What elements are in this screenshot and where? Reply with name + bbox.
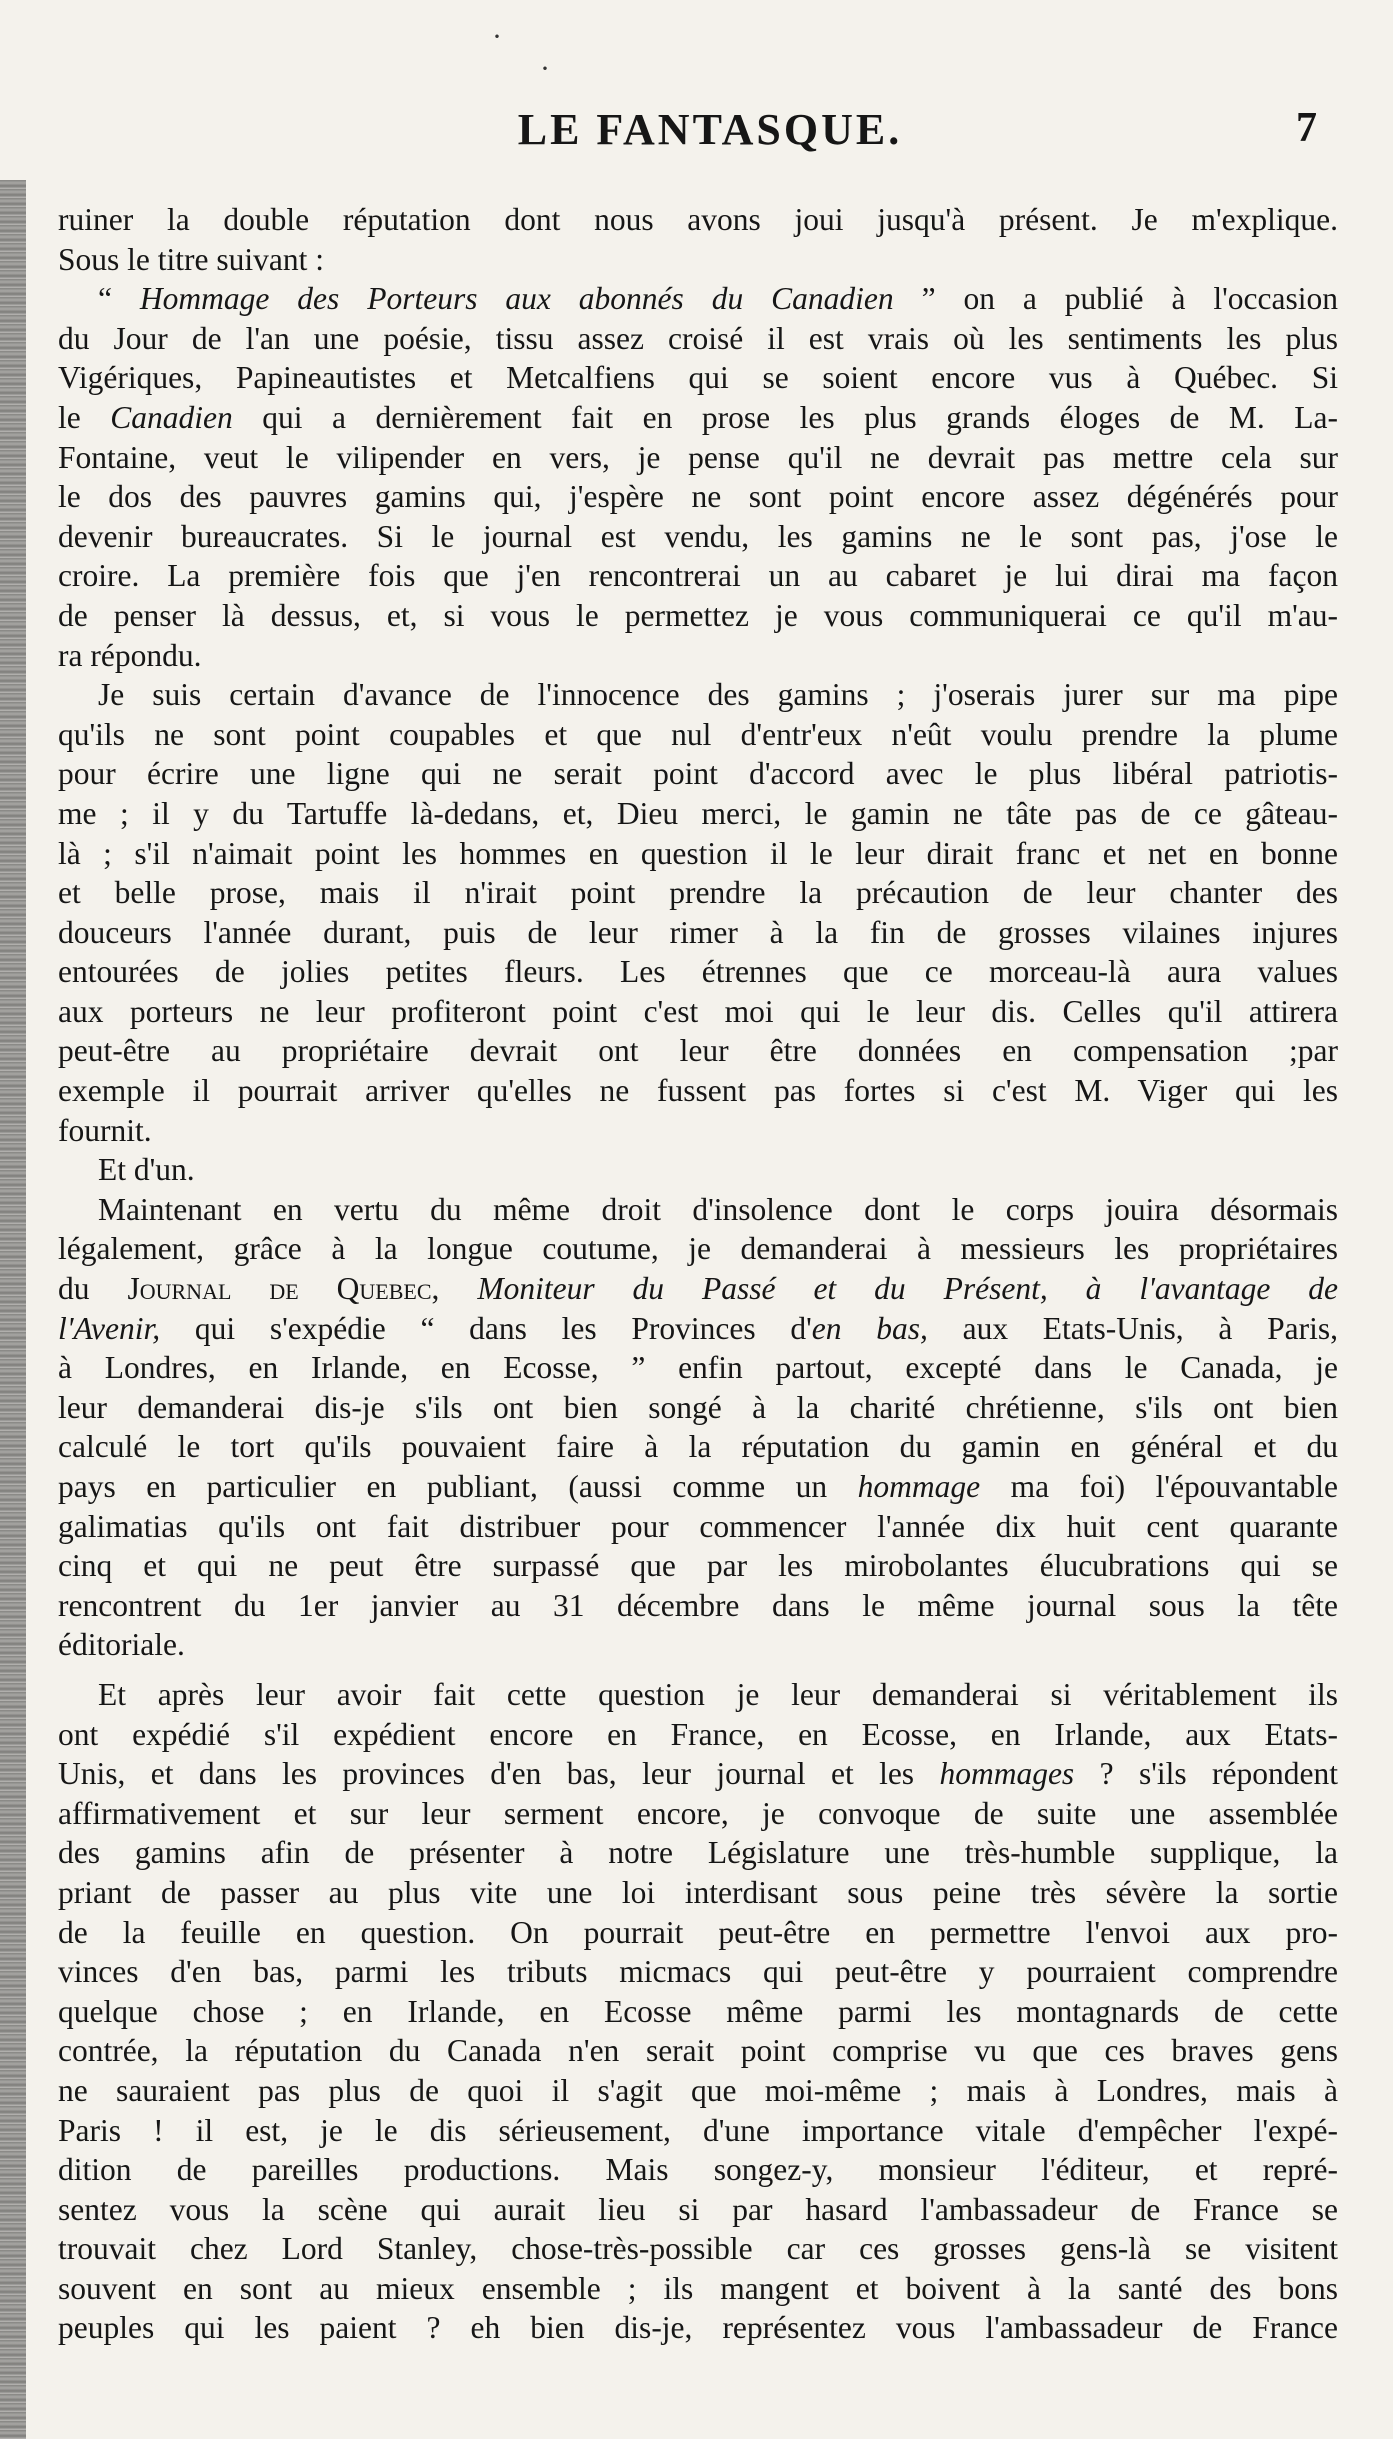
ink-speck: ·	[492, 20, 502, 53]
text-line	[58, 279, 1338, 319]
text-segment: du Jour de l'an une poésie, tissu assez croisé il est vrais où les sentiments les plus	[58, 320, 1338, 356]
text-segment: leur demanderai dis-je s'ils ont bien songé à la charité chrétienne, s'ils ont bien	[58, 1389, 1338, 1425]
text-segment: Et après leur avoir fait cette question je leur demanderai si véritablement ils	[98, 1676, 1338, 1712]
text-segment: exemple il pourrait arriver qu'elles ne fussent pas fortes si c'est M. Viger qui les	[58, 1073, 1338, 1109]
text-line	[58, 1625, 1338, 1665]
text-segment: entourées de jolies petites fleurs. Les étrennes que ce morceau-là aura values	[58, 954, 1338, 990]
text-line	[58, 1586, 1338, 1626]
text-line	[58, 1715, 1338, 1755]
text-segment: aux porteurs ne leur profiteront point c'est moi qui le leur dis. Celles qu'il attirera	[58, 993, 1338, 1029]
text-line	[58, 1190, 1338, 1230]
text-line	[58, 1507, 1338, 1547]
text-segment: dition de pareilles productions. Mais songez-y, monsieur l'éditeur, et repré-	[58, 2152, 1338, 2188]
text-segment: à Londres, en Irlande, en Ecosse, ” enfin partout, excepté dans le Canada, je	[58, 1350, 1338, 1386]
page-number: 7	[1296, 105, 1317, 151]
italic-text: l'Avenir,	[58, 1310, 161, 1346]
text-line	[58, 1873, 1338, 1913]
text-line	[58, 1913, 1338, 1953]
text-segment: légalement, grâce à la longue coutume, je demanderai à messieurs les propriétaires	[58, 1231, 1338, 1267]
text-segment: contrée, la réputation du Canada n'en serait point comprise vu que ces braves gens	[58, 2033, 1338, 2069]
text-line	[58, 2308, 1338, 2348]
text-line	[58, 636, 1338, 676]
text-line	[58, 1427, 1338, 1467]
text-line	[58, 1992, 1338, 2032]
text-line	[58, 913, 1338, 953]
text-line	[58, 1675, 1338, 1715]
text-line	[58, 517, 1338, 557]
text-segment: vinces d'en bas, parmi les tributs micmacs qui peut-être y pourraient comprendre	[58, 1954, 1338, 1990]
text-segment: et belle prose, mais il n'irait point prendre la précaution de leur chanter des	[58, 875, 1338, 911]
text-segment: ma foi) l'épouvantable	[980, 1469, 1338, 1504]
text-line	[58, 2229, 1338, 2269]
text-line	[58, 2190, 1338, 2230]
text-segment: qui s'expédie “ dans les Provinces d'	[160, 1310, 812, 1346]
text-line	[58, 2071, 1338, 2111]
text-segment: des gamins afin de présenter à notre Législature une très-humble supplique, la	[58, 1835, 1338, 1871]
text-line	[58, 873, 1338, 913]
article-body	[58, 200, 1338, 2348]
text-segment: ruiner la double réputation dont nous avons joui jusqu'à présent. Je m'explique.	[58, 202, 1338, 237]
text-line	[58, 1309, 1338, 1349]
text-segment: aux Etats-Unis, à Paris,	[927, 1310, 1338, 1346]
text-segment: là ; s'il n'aimait point les hommes en question il le leur dirait franc et net en bonne	[58, 835, 1338, 871]
italic-text: hommage	[857, 1469, 981, 1504]
page-title: LE FANTASQUE.	[517, 105, 903, 154]
text-segment: affirmativement et sur leur serment encore, je convoque de suite une assemblée	[58, 1795, 1338, 1831]
running-head	[0, 104, 1393, 164]
text-line	[58, 358, 1338, 398]
ink-speck: ·	[540, 52, 550, 85]
text-segment: Et d'un.	[98, 1152, 195, 1188]
text-line	[58, 1229, 1338, 1269]
text-segment: Sous le titre suivant :	[58, 241, 324, 277]
text-line	[58, 1269, 1338, 1309]
text-line	[58, 754, 1338, 794]
page-binding-shadow	[0, 180, 26, 2439]
text-line	[58, 794, 1338, 834]
text-segment: ra répondu.	[58, 637, 202, 673]
text-segment: me ; il y du Tartuffe là-dedans, et, Dieu merci, le gamin ne tâte pas de ce gâteau-	[58, 795, 1338, 831]
text-segment: qu'ils ne sont point coupables et que nul d'entr'eux n'eût voulu prendre la plume	[58, 716, 1338, 752]
text-line	[58, 2150, 1338, 2190]
text-segment: le	[58, 399, 111, 435]
text-line	[58, 596, 1338, 636]
text-line	[58, 438, 1338, 478]
italic-text: en bas,	[811, 1310, 928, 1346]
text-line	[58, 240, 1338, 280]
text-segment: ne sauraient pas plus de quoi il s'agit que moi-même ; mais à Londres, mais à	[58, 2072, 1338, 2108]
text-line	[58, 1348, 1338, 1388]
text-line	[58, 675, 1338, 715]
text-line	[58, 1794, 1338, 1834]
text-line	[58, 1388, 1338, 1428]
text-line	[58, 1467, 1338, 1507]
text-segment: croire. La première fois que j'en rencontrerai un au cabaret je lui dirai ma façon	[58, 558, 1338, 594]
text-line	[58, 715, 1338, 755]
text-segment: quelque chose ; en Irlande, en Ecosse même parmi les montagnards de cette	[58, 1993, 1338, 2029]
text-segment: cinq et qui ne peut être surpassé que par les mirobolantes élucubrations qui se	[58, 1548, 1338, 1584]
text-line	[58, 1546, 1338, 1586]
text-segment: galimatias qu'ils ont fait distribuer pour commencer l'année dix huit cent quarante	[58, 1508, 1338, 1544]
text-segment: qui a dernièrement fait en prose les plus grands éloges de M. La-	[232, 399, 1338, 435]
text-segment: Fontaine, veut le vilipender en vers, je pense qu'il ne devrait pas mettre cela sur	[58, 439, 1338, 475]
text-line	[58, 2269, 1338, 2309]
text-segment: sentez vous la scène qui aurait lieu si par hasard l'ambassadeur de France se	[58, 2191, 1338, 2227]
text-segment: peuples qui les paient ? eh bien dis-je, représentez vous l'ambassadeur de France	[58, 2310, 1338, 2346]
text-segment: souvent en sont au mieux ensemble ; ils mangent et boivent à la santé des bons	[58, 2270, 1338, 2306]
text-segment: fournit.	[58, 1112, 152, 1148]
text-line	[58, 1150, 1338, 1190]
text-segment: Unis, et dans les provinces d'en bas, leur journal et les	[58, 1756, 940, 1792]
text-segment: Maintenant en vertu du même droit d'insolence dont le corps jouira désormais	[98, 1191, 1338, 1227]
italic-text: hommages	[939, 1756, 1075, 1792]
text-line	[58, 200, 1338, 240]
text-line	[58, 952, 1338, 992]
text-segment: pour écrire une ligne qui ne serait point d'accord avec le plus libéral patriotis-	[58, 756, 1338, 792]
text-segment: le dos des pauvres gamins qui, j'espère ne sont point encore assez dégénérés pour	[58, 479, 1338, 515]
text-line	[58, 1754, 1338, 1794]
text-segment: ,	[431, 1271, 478, 1307]
text-segment: trouvait chez Lord Stanley, chose-très-possible car ces grosses gens-là se visitent	[58, 2231, 1338, 2267]
text-segment: de la feuille en question. On pourrait peut-être en permettre l'envoi aux pro-	[58, 1914, 1338, 1950]
text-segment: rencontrent du 1er janvier au 31 décembre dans le même journal sous la tête	[58, 1587, 1338, 1623]
text-segment: de penser là dessus, et, si vous le permettez je vous communiquerai ce qu'il m'au-	[58, 597, 1338, 633]
italic-text: Hommage des Porteurs aux abonnés du Canadien	[139, 281, 894, 317]
text-segment: pays en particulier en publiant, (aussi comme un	[58, 1469, 858, 1504]
text-line	[58, 1952, 1338, 1992]
text-line	[58, 1833, 1338, 1873]
text-line	[58, 1111, 1338, 1151]
italic-text: Canadien	[110, 399, 233, 435]
text-segment: du	[58, 1271, 128, 1307]
text-segment: Je suis certain d'avance de l'innocence des gamins ; j'oserais jurer sur ma pipe	[98, 677, 1338, 713]
text-segment: douceurs l'année durant, puis de leur rimer à la fin de grosses vilaines injures	[58, 914, 1338, 950]
italic-text: Moniteur du Passé et du Présent, à l'avantage de	[477, 1271, 1338, 1307]
text-segment: ont expédié s'il expédient encore en France, en Ecosse, en Irlande, aux Etats-	[58, 1716, 1338, 1752]
text-segment: “	[98, 281, 140, 317]
text-segment: calculé le tort qu'ils pouvaient faire à la réputation du gamin en général et du	[58, 1429, 1338, 1465]
text-segment: Paris ! il est, je le dis sérieusement, d'une importance vitale d'empêcher l'expé-	[58, 2112, 1338, 2148]
text-segment: peut-être au propriétaire devrait ont leur être données en compensation ;par	[58, 1033, 1338, 1069]
text-segment: ? s'ils répondent	[1074, 1756, 1338, 1792]
text-line	[58, 477, 1338, 517]
text-segment: Vigériques, Papineautistes et Metcalfiens qui se soient encore vus à Québec. Si	[58, 360, 1338, 396]
text-line	[58, 1031, 1338, 1071]
text-line	[58, 1071, 1338, 1111]
text-segment: ” on a publié à l'occasion	[893, 281, 1338, 317]
text-line	[58, 992, 1338, 1032]
text-line	[58, 319, 1338, 359]
text-line	[58, 398, 1338, 438]
text-line	[58, 834, 1338, 874]
text-segment: éditoriale.	[58, 1627, 185, 1663]
smallcaps-text: Journal de Quebec	[127, 1271, 432, 1307]
text-line	[58, 2031, 1338, 2071]
text-line	[58, 2111, 1338, 2151]
text-line	[58, 556, 1338, 596]
text-segment: priant de passer au plus vite une loi interdisant sous peine très sévère la sortie	[58, 1874, 1338, 1910]
text-segment: devenir bureaucrates. Si le journal est vendu, les gamins ne le sont pas, j'ose le	[58, 518, 1338, 554]
